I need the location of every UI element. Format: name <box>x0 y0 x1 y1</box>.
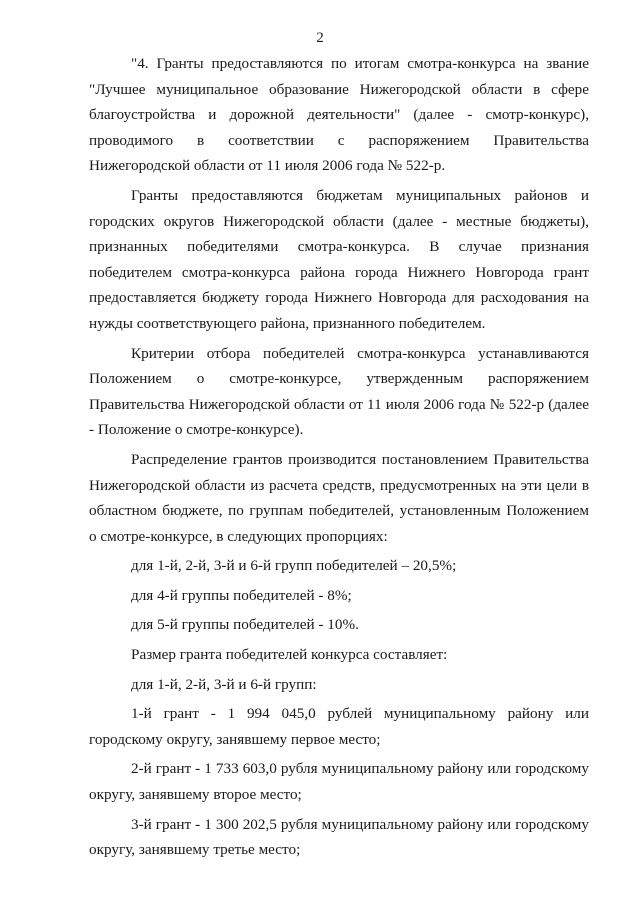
paragraph-grant-basis: "4. Гранты предоставляются по итогам смотра-конкурса на звание "Лучшее муниципальное образование Нижегородской области в сфере благоустройства и дорожной деятельности" (далее - смотр-конкурс), проводимого в соответствии с распоряжением Правительства Нижегородской области от 11 июля 2006 года № 522-р. <box>89 55 589 175</box>
paragraph-grant-size-groups: для 1-й, 2-й, 3-й и 6-й групп: <box>131 675 317 693</box>
document-body <box>89 51 589 863</box>
paragraph-grant-distribution: Распределение грантов производится постановлением Правительства Нижегородской области из расчета средств, предусмотренных на эти цели в областном бюджете, по группам победителей, установленным Положением о смотре-конкурсе, в следующих пропорциях: <box>89 450 589 545</box>
list-item-grant-third-place: 3-й грант - 1 300 202,5 рубля муниципальному району или городскому округу, занявшему третье место; <box>89 815 589 859</box>
list-item-grant-second-place: 2-й грант - 1 733 603,0 рубля муниципальному району или городскому округу, занявшему второе место; <box>89 760 589 804</box>
list-item-grant-first-place: 1-й грант - 1 994 045,0 рублей муниципальному району или городскому округу, занявшему первое место; <box>89 705 589 748</box>
list-item-proportion-groups-1-2-3-6: для 1-й, 2-й, 3-й и 6-й групп победителей – 20,5%; <box>131 557 457 575</box>
page-number: 2 <box>316 30 324 46</box>
paragraph-selection-criteria: Критерии отбора победителей смотра-конкурса устанавливаются Положением о смотре-конкурсе, утвержденным распоряжением Правительства Нижегородской области от 11 июля 2006 года № 522-р (далее - Положение о смотре-конкурсе). <box>89 344 589 439</box>
list-item-proportion-group-4: для 4-й группы победителей - 8%; <box>131 586 352 604</box>
list-item-proportion-group-5: для 5-й группы победителей - 10%. <box>131 616 359 634</box>
paragraph-grant-recipients: Гранты предоставляются бюджетам муниципальных районов и городских округов Нижегородской области (далее - местные бюджеты), признанных победителями смотра-конкурса. В случае признания победителем смотра-конкурса района города Нижнего Новгорода грант предоставляется бюджету города Нижнего Новгорода для расходования на нужды соответствующего района, признанного победителем. <box>89 186 589 332</box>
paragraph-grant-size-heading: Размер гранта победителей конкурса составляет: <box>131 646 448 664</box>
